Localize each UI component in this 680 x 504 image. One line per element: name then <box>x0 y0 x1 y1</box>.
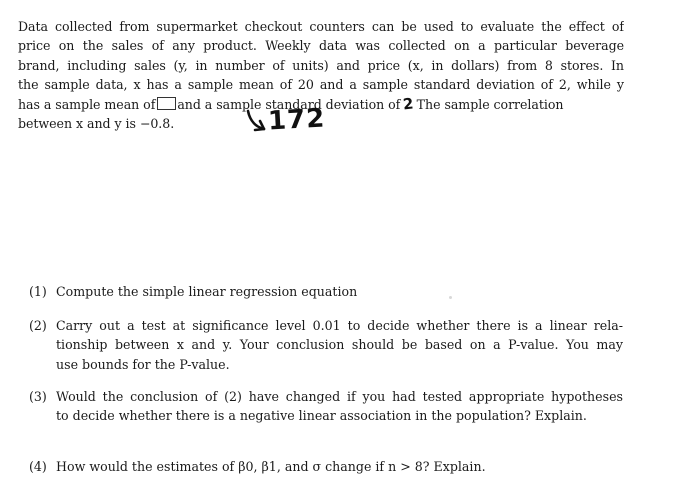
question-2 <box>29 316 623 374</box>
question-1 <box>29 282 623 301</box>
intro-line-5-part-b: and a sample standard deviation of <box>177 96 401 112</box>
intro-line-3: brand, including sales (y, in number of units) and price (x, in dollars) from 8 stores. In <box>18 57 624 73</box>
intro-line-5-part-c: The sample correlation <box>416 96 564 112</box>
question-2-line-3: use bounds for the P-value. <box>56 356 230 372</box>
intro-line-6: between x and y is −0.8. <box>18 115 175 131</box>
question-3 <box>29 387 623 426</box>
handwritten-std-dev: 2 <box>402 94 415 114</box>
question-1-number: (1) <box>29 284 47 299</box>
question-2-line-1: Carry out a test at significance level 0.01 to decide whether there is a linear rela- <box>56 318 623 333</box>
blank-answer-box <box>157 97 176 110</box>
question-3-line-2: to decide whether there is a negative linear association in the population? Explain. <box>56 408 587 424</box>
question-3-number: (3) <box>29 389 47 404</box>
intro-line-4: the sample data, x has a sample mean of 20 and a sample standard deviation of 2, while y <box>18 77 624 93</box>
intro-line-1: Data collected from supermarket checkout counters can be used to evaluate the effect of <box>18 19 624 34</box>
question-4-number: (4) <box>29 459 47 474</box>
question-2-number: (2) <box>29 318 47 333</box>
intro-line-5-part-a: has a sample mean of <box>18 96 156 112</box>
handwritten-mean-value: 172 <box>267 103 327 137</box>
question-2-line-2: tionship between x and y. Your conclusion should be based on a P-value. You may <box>56 337 623 353</box>
stray-dot <box>449 296 452 299</box>
question-1-line-1: Compute the simple linear regression equation <box>56 284 358 299</box>
intro-line-2: price on the sales of any product. Weekly data was collected on a particular beverage <box>18 38 624 54</box>
question-4-line-1: How would the estimates of β0, β1, and σ change if n > 8? Explain. <box>56 459 486 474</box>
question-3-line-1: Would the conclusion of (2) have changed if you had tested appropriate hypotheses <box>56 389 623 404</box>
question-4 <box>29 457 623 476</box>
